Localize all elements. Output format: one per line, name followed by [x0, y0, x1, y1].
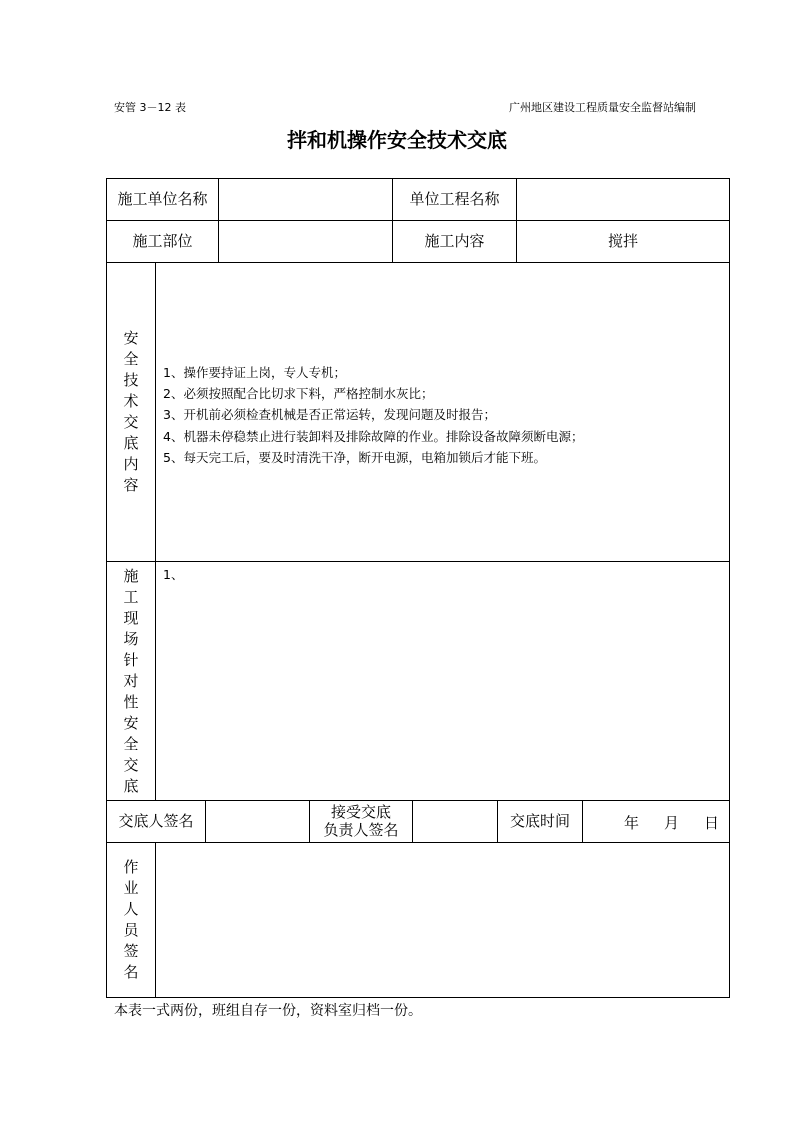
list-item: 4、机器未停稳禁止进行装卸料及排除故障的作业。排除设备故障须断电源；	[163, 428, 584, 444]
receiver-sign-field[interactable]	[413, 801, 497, 842]
project-name-field[interactable]	[517, 179, 729, 220]
list-item: 3、开机前必须检查机械是否正常运转，发现问题及时报告；	[163, 407, 496, 423]
site-specific-field[interactable]	[163, 565, 183, 583]
receiver-sign-label: 接受交底 负责人签名	[323, 803, 399, 839]
date-month-label: 月	[664, 814, 680, 832]
site-specific-label: 施 工 现 场 针 对 性 安 全 交 底	[123, 566, 139, 795]
workers-sign-field[interactable]	[156, 843, 729, 997]
project-name-label: 单位工程名称	[409, 189, 500, 208]
briefing-time-label: 交底时间	[509, 811, 570, 830]
construction-unit-label: 施工单位名称	[117, 189, 208, 208]
table-border-right	[729, 178, 730, 998]
briefer-sign-field[interactable]	[206, 801, 309, 842]
row-divider	[106, 561, 730, 562]
list-item: 1、操作要持证上岗，专人专机；	[163, 365, 346, 380]
safety-items-list	[163, 362, 583, 468]
issuer-text: 广州地区建设工程质量安全监督站编制	[509, 101, 696, 114]
construction-unit-field[interactable]	[219, 179, 392, 220]
footer-note: 本表一式两份，班组自存一份，资料室归档一份。	[114, 1003, 422, 1019]
construction-part-label: 施工部位	[132, 231, 193, 250]
construction-part-field[interactable]	[219, 221, 392, 262]
list-item: 5、每天完工后，要及时清洗干净，断开电源，电箱加锁后才能下班。	[163, 449, 546, 465]
page-title: 拌和机操作安全技术交底	[287, 128, 507, 152]
row-divider	[106, 262, 730, 263]
list-item: 2、必须按照配合比切求下料，严格控制水灰比；	[163, 386, 434, 402]
construction-content-label: 施工内容	[424, 231, 485, 250]
form-code: 安管 3－12 表	[114, 101, 186, 114]
briefing-date-field[interactable]	[583, 801, 729, 842]
list-item: 1、	[163, 567, 184, 582]
date-day-label: 日	[704, 814, 720, 832]
table-border-bottom	[106, 997, 730, 998]
date-year-label: 年	[624, 814, 640, 832]
workers-sign-label: 作 业 人 员 签 名	[123, 858, 139, 981]
col-divider	[155, 262, 156, 800]
safety-content-label: 安 全 技 术 交 底 内 容	[123, 329, 139, 494]
briefer-sign-label: 交底人签名	[118, 811, 194, 830]
construction-content-value[interactable]: 搅拌	[607, 231, 638, 250]
